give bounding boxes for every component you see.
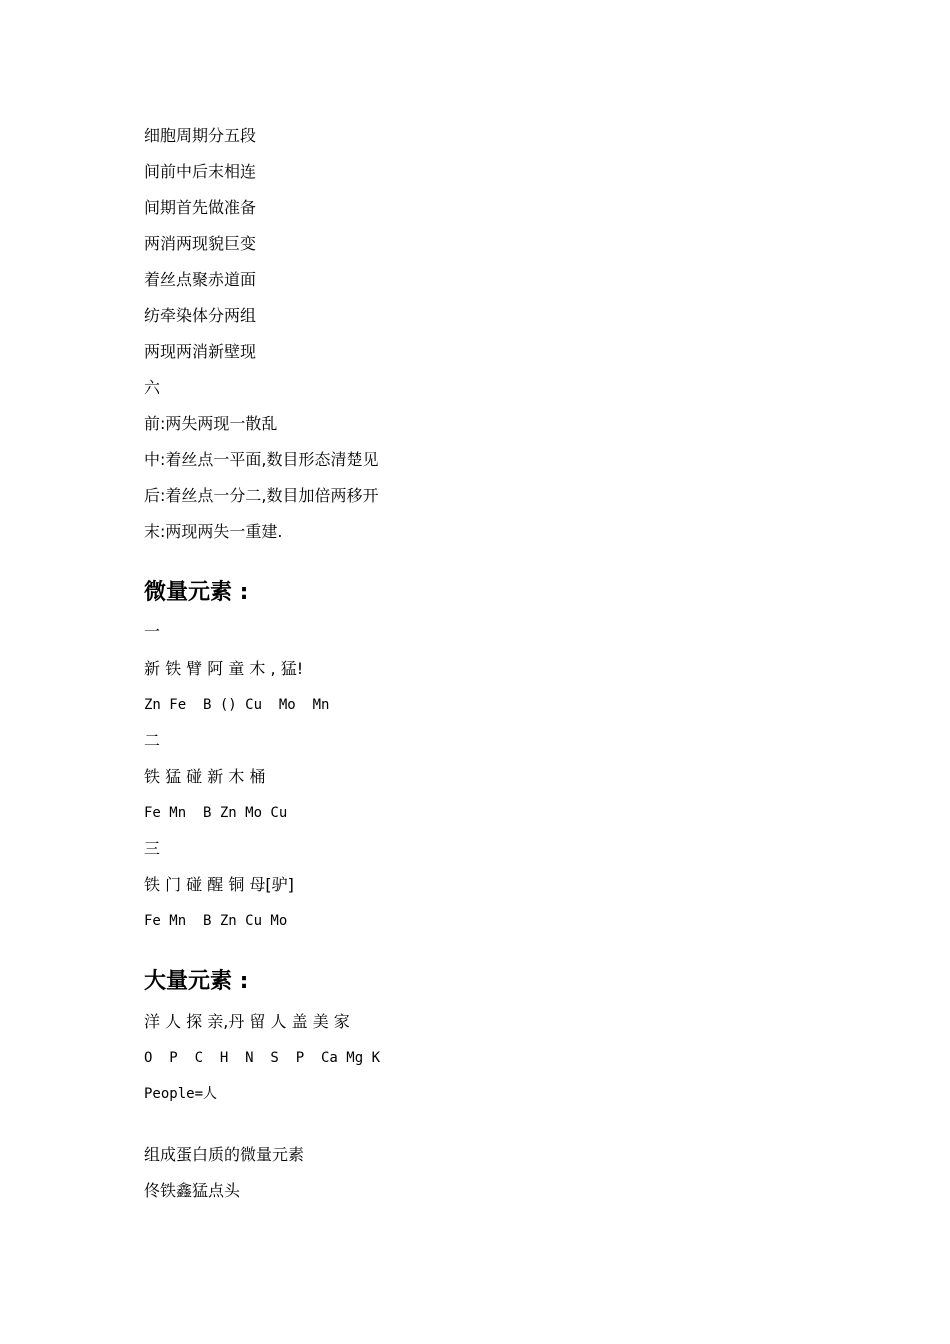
section-heading-trace-elements: 微量元素 :: [144, 580, 249, 605]
text-line: 间期首先做准备: [144, 198, 257, 217]
text-line: 新 铁 臂 阿 童 木 , 猛!: [144, 659, 304, 678]
text-line: 两现两消新壁现: [144, 342, 257, 361]
element-symbols-line: Zn Fe B () Cu Mo Mn: [144, 697, 330, 713]
text-line: 三: [144, 839, 161, 858]
text-line: 中:着丝点一平面,数目形态清楚见: [144, 450, 379, 469]
element-symbols-line: Fe Mn B Zn Cu Mo: [144, 913, 288, 929]
element-symbols-line: O P C H N S P Ca Mg K: [144, 1050, 381, 1066]
text-line: 佟铁鑫猛点头: [144, 1181, 241, 1200]
text-line: 一: [144, 622, 161, 641]
text-line: 洋 人 探 亲,丹 留 人 盖 美 家: [144, 1012, 350, 1031]
text-line: 铁 门 碰 醒 铜 母[驴]: [144, 875, 294, 894]
text-line: 组成蛋白质的微量元素: [144, 1145, 305, 1164]
element-symbols-line: Fe Mn B Zn Mo Cu: [144, 805, 288, 821]
text-line: 六: [144, 378, 161, 397]
text-line: People=人: [144, 1086, 218, 1102]
text-line: 前:两失两现一散乱: [144, 414, 278, 433]
text-line: 二: [144, 731, 161, 750]
text-line: 后:着丝点一分二,数目加倍两移开: [144, 486, 379, 505]
text-line: 铁 猛 碰 新 木 桶: [144, 767, 266, 786]
text-line: 末:两现两失一重建.: [144, 522, 283, 541]
text-line: 着丝点聚赤道面: [144, 270, 257, 289]
text-line: 纺牵染体分两组: [144, 306, 257, 325]
section-heading-major-elements: 大量元素 :: [144, 969, 249, 994]
text-line: 细胞周期分五段: [144, 126, 257, 145]
text-line: 间前中后末相连: [144, 162, 257, 181]
text-line: 两消两现貌巨变: [144, 234, 257, 253]
